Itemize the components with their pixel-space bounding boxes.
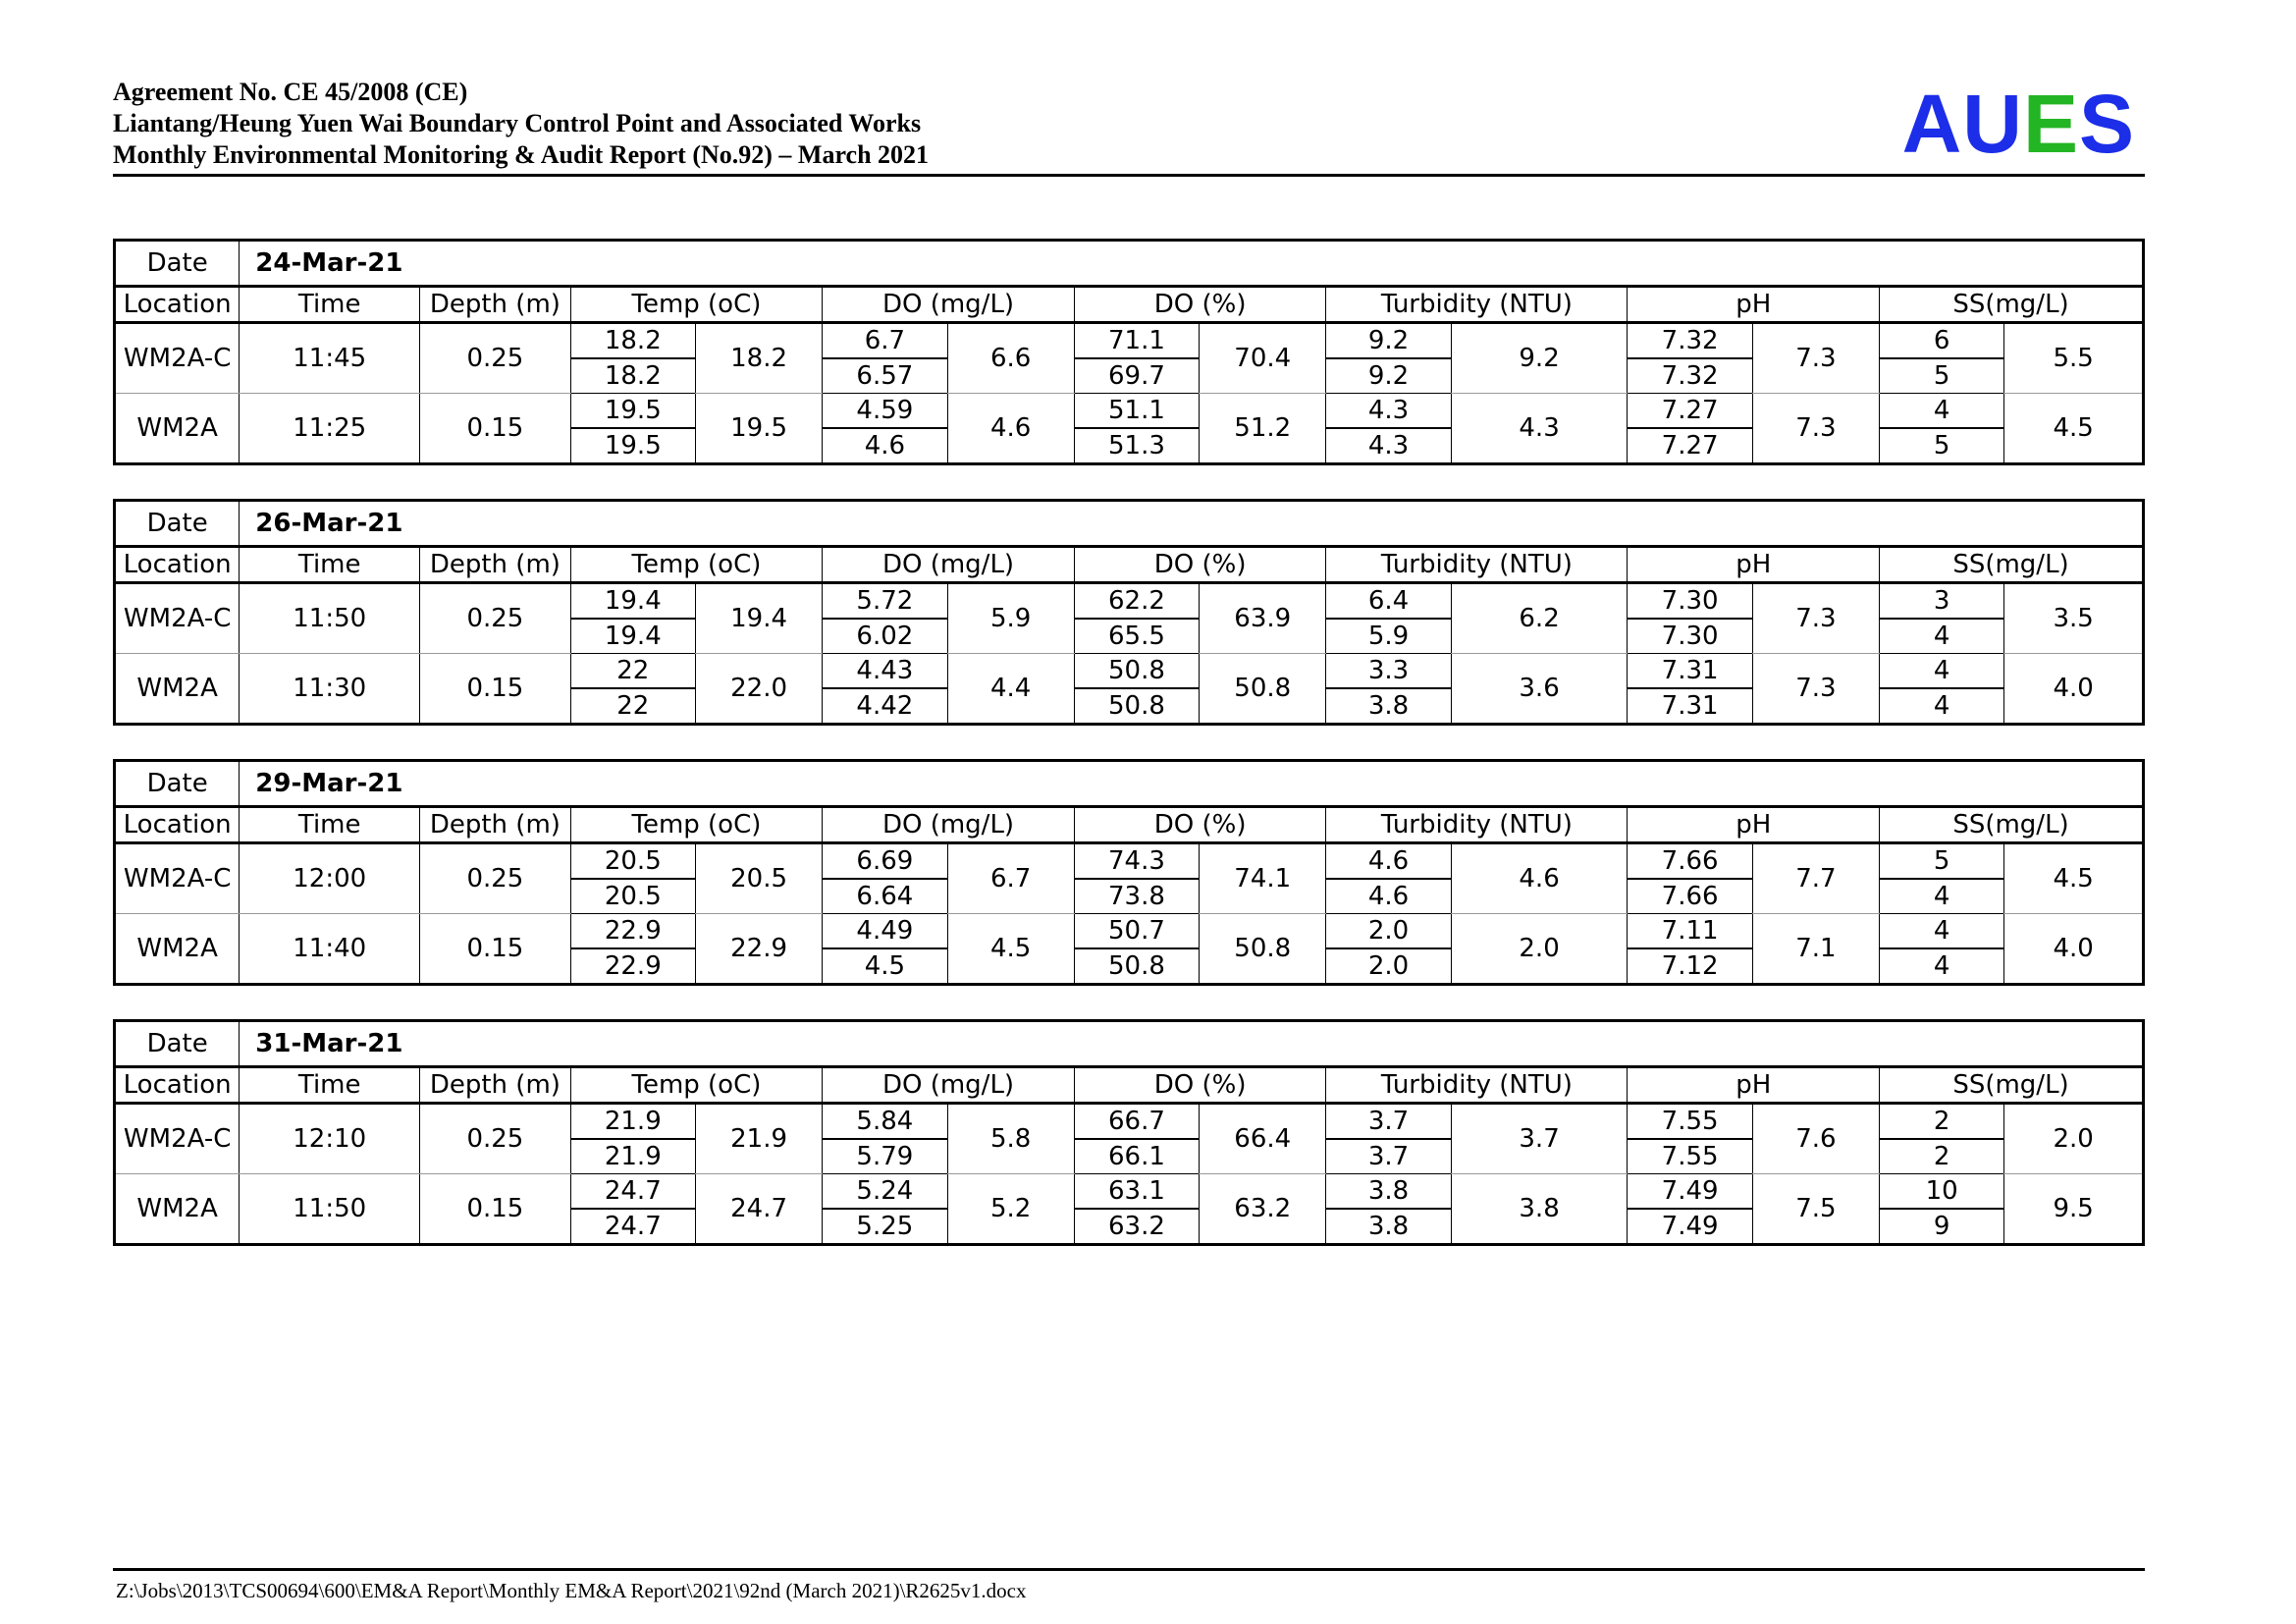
temp-reading-2: 22: [570, 688, 695, 725]
date-value: 31-Mar-21: [240, 1021, 2144, 1067]
turb-reading-2: 4.6: [1326, 879, 1451, 914]
column-header-do-pct: DO (%): [1074, 807, 1326, 843]
monitoring-table: [113, 1019, 2145, 1246]
do_mgl-reading-1: 4.59: [823, 394, 947, 429]
do_mgl-reading-1: 5.72: [823, 583, 947, 620]
agreement-number: Agreement No. CE 45/2008 (CE): [113, 78, 468, 106]
ss-average: 3.5: [2004, 583, 2144, 654]
turb-average: 4.3: [1451, 394, 1628, 464]
do_pct-reading-1: 66.7: [1074, 1104, 1199, 1140]
temp-reading-1: 19.5: [570, 394, 695, 429]
date-value: 26-Mar-21: [240, 501, 2144, 547]
turb-reading-1: 3.7: [1326, 1104, 1451, 1140]
column-header-temp: Temp (oC): [570, 807, 823, 843]
turb-reading-2: 3.7: [1326, 1139, 1451, 1174]
table-row: [115, 914, 2144, 949]
depth-cell: 0.15: [420, 1174, 571, 1245]
ss-average: 4.0: [2004, 914, 2144, 985]
do_pct-reading-1: 50.7: [1074, 914, 1199, 949]
ss-reading-1: 10: [1880, 1174, 2004, 1210]
do_pct-reading-2: 63.2: [1074, 1209, 1199, 1245]
do_mgl-reading-1: 6.69: [823, 843, 947, 880]
table-row: [115, 394, 2144, 429]
column-header-ss: SS(mg/L): [1880, 1067, 2144, 1104]
do_mgl-average: 4.6: [947, 394, 1074, 464]
ph-reading-2: 7.32: [1628, 358, 1752, 394]
do_pct-reading-2: 69.7: [1074, 358, 1199, 394]
date-label: Date: [115, 1021, 240, 1067]
monitoring-table: [113, 759, 2145, 986]
temp-reading-2: 24.7: [570, 1209, 695, 1245]
ph-reading-1: 7.32: [1628, 323, 1752, 359]
column-header-location: Location: [115, 807, 240, 843]
depth-cell: 0.15: [420, 394, 571, 464]
ss-reading-2: 4: [1880, 619, 2004, 654]
depth-cell: 0.15: [420, 914, 571, 985]
ph-reading-1: 7.27: [1628, 394, 1752, 429]
do_pct-reading-1: 63.1: [1074, 1174, 1199, 1210]
temp-reading-2: 20.5: [570, 879, 695, 914]
page-footer: [113, 1568, 2145, 1603]
column-header-ph: pH: [1628, 547, 1880, 583]
ss-average: 4.5: [2004, 394, 2144, 464]
do_mgl-reading-1: 4.43: [823, 654, 947, 689]
turb-reading-1: 4.6: [1326, 843, 1451, 880]
temp-average: 22.0: [695, 654, 822, 725]
ph-reading-2: 7.55: [1628, 1139, 1752, 1174]
ss-reading-1: 3: [1880, 583, 2004, 620]
do_mgl-average: 5.9: [947, 583, 1074, 654]
turb-reading-2: 4.3: [1326, 428, 1451, 464]
do_mgl-reading-1: 6.7: [823, 323, 947, 359]
temp-average: 22.9: [695, 914, 822, 985]
temp-average: 21.9: [695, 1104, 822, 1174]
column-header-turbidity: Turbidity (NTU): [1326, 807, 1628, 843]
do_pct-reading-1: 71.1: [1074, 323, 1199, 359]
do_mgl-reading-2: 5.25: [823, 1209, 947, 1245]
do_pct-reading-2: 65.5: [1074, 619, 1199, 654]
do_mgl-average: 5.8: [947, 1104, 1074, 1174]
time-cell: 12:10: [240, 1104, 420, 1174]
ph-reading-2: 7.30: [1628, 619, 1752, 654]
location-cell: WM2A-C: [115, 323, 240, 394]
table-row: [115, 583, 2144, 620]
location-cell: WM2A-C: [115, 1104, 240, 1174]
column-header-do-mgl: DO (mg/L): [823, 807, 1075, 843]
turb-average: 9.2: [1451, 323, 1628, 394]
ph-reading-1: 7.31: [1628, 654, 1752, 689]
ss-average: 4.0: [2004, 654, 2144, 725]
ss-reading-2: 9: [1880, 1209, 2004, 1245]
ss-reading-1: 6: [1880, 323, 2004, 359]
ph-reading-1: 7.49: [1628, 1174, 1752, 1210]
ph-reading-2: 7.12: [1628, 948, 1752, 985]
time-cell: 11:40: [240, 914, 420, 985]
turb-reading-2: 3.8: [1326, 1209, 1451, 1245]
do_pct-average: 70.4: [1200, 323, 1326, 394]
column-header-ph: pH: [1628, 1067, 1880, 1104]
turb-reading-2: 3.8: [1326, 688, 1451, 725]
do_pct-average: 50.8: [1200, 914, 1326, 985]
ph-reading-1: 7.55: [1628, 1104, 1752, 1140]
date-value: 24-Mar-21: [240, 241, 2144, 287]
column-header-turbidity: Turbidity (NTU): [1326, 1067, 1628, 1104]
temp-reading-2: 18.2: [570, 358, 695, 394]
table-row: [115, 1104, 2144, 1140]
project-title: Liantang/Heung Yuen Wai Boundary Control Point and Associated Works: [113, 109, 922, 137]
ph-reading-2: 7.31: [1628, 688, 1752, 725]
turb-reading-1: 2.0: [1326, 914, 1451, 949]
turb-reading-1: 9.2: [1326, 323, 1451, 359]
location-cell: WM2A-C: [115, 843, 240, 914]
temp-average: 19.4: [695, 583, 822, 654]
column-header-depth: Depth (m): [420, 287, 571, 323]
temp-reading-1: 24.7: [570, 1174, 695, 1210]
do_pct-reading-1: 62.2: [1074, 583, 1199, 620]
ss-reading-1: 4: [1880, 654, 2004, 689]
time-cell: 12:00: [240, 843, 420, 914]
ph-average: 7.6: [1752, 1104, 1879, 1174]
temp-reading-2: 21.9: [570, 1139, 695, 1174]
table-row: [115, 654, 2144, 689]
do_mgl-reading-1: 5.84: [823, 1104, 947, 1140]
turb-reading-1: 3.8: [1326, 1174, 1451, 1210]
column-header-depth: Depth (m): [420, 1067, 571, 1104]
do_pct-average: 74.1: [1200, 843, 1326, 914]
temp-reading-2: 22.9: [570, 948, 695, 985]
column-header-ph: pH: [1628, 807, 1880, 843]
turb-average: 2.0: [1451, 914, 1628, 985]
report-title: Monthly Environmental Monitoring & Audit Report (No.92) – March 2021: [113, 140, 930, 169]
temp-reading-1: 19.4: [570, 583, 695, 620]
temp-reading-1: 22: [570, 654, 695, 689]
do_mgl-reading-2: 6.02: [823, 619, 947, 654]
do_mgl-average: 6.7: [947, 843, 1074, 914]
temp-reading-2: 19.4: [570, 619, 695, 654]
column-header-do-mgl: DO (mg/L): [823, 287, 1075, 323]
temp-reading-1: 20.5: [570, 843, 695, 880]
do_mgl-reading-2: 6.57: [823, 358, 947, 394]
report-header: [113, 77, 2145, 177]
ss-reading-2: 4: [1880, 879, 2004, 914]
date-value: 29-Mar-21: [240, 761, 2144, 807]
table-row: [115, 1174, 2144, 1210]
do_pct-reading-2: 50.8: [1074, 948, 1199, 985]
temp-average: 18.2: [695, 323, 822, 394]
time-cell: 11:25: [240, 394, 420, 464]
ss-average: 4.5: [2004, 843, 2144, 914]
temp-average: 20.5: [695, 843, 822, 914]
turb-reading-2: 2.0: [1326, 948, 1451, 985]
do_mgl-reading-2: 4.5: [823, 948, 947, 985]
ph-average: 7.3: [1752, 583, 1879, 654]
depth-cell: 0.25: [420, 583, 571, 654]
turb-average: 6.2: [1451, 583, 1628, 654]
do_pct-average: 51.2: [1200, 394, 1326, 464]
column-header-depth: Depth (m): [420, 807, 571, 843]
location-cell: WM2A-C: [115, 583, 240, 654]
column-header-time: Time: [240, 1067, 420, 1104]
date-label: Date: [115, 241, 240, 287]
do_mgl-average: 4.4: [947, 654, 1074, 725]
column-header-location: Location: [115, 547, 240, 583]
do_mgl-average: 4.5: [947, 914, 1074, 985]
do_pct-reading-2: 50.8: [1074, 688, 1199, 725]
ph-average: 7.3: [1752, 394, 1879, 464]
time-cell: 11:45: [240, 323, 420, 394]
do_mgl-reading-1: 5.24: [823, 1174, 947, 1210]
location-cell: WM2A: [115, 1174, 240, 1245]
time-cell: 11:30: [240, 654, 420, 725]
column-header-do-pct: DO (%): [1074, 1067, 1326, 1104]
do_mgl-reading-2: 6.64: [823, 879, 947, 914]
ss-reading-2: 5: [1880, 358, 2004, 394]
do_pct-average: 63.9: [1200, 583, 1326, 654]
ss-reading-1: 2: [1880, 1104, 2004, 1140]
column-header-location: Location: [115, 287, 240, 323]
ph-reading-2: 7.66: [1628, 879, 1752, 914]
ss-average: 2.0: [2004, 1104, 2144, 1174]
ph-average: 7.3: [1752, 654, 1879, 725]
do_pct-reading-2: 51.3: [1074, 428, 1199, 464]
turb-reading-2: 9.2: [1326, 358, 1451, 394]
date-label: Date: [115, 501, 240, 547]
column-header-temp: Temp (oC): [570, 1067, 823, 1104]
turb-reading-1: 6.4: [1326, 583, 1451, 620]
ss-reading-2: 4: [1880, 948, 2004, 985]
column-header-ss: SS(mg/L): [1880, 547, 2144, 583]
do_pct-average: 50.8: [1200, 654, 1326, 725]
column-header-ss: SS(mg/L): [1880, 807, 2144, 843]
ss-reading-1: 4: [1880, 394, 2004, 429]
do_pct-average: 63.2: [1200, 1174, 1326, 1245]
ph-reading-1: 7.11: [1628, 914, 1752, 949]
turb-reading-1: 4.3: [1326, 394, 1451, 429]
monitoring-table: [113, 239, 2145, 465]
column-header-location: Location: [115, 1067, 240, 1104]
column-header-do-mgl: DO (mg/L): [823, 1067, 1075, 1104]
ss-reading-1: 4: [1880, 914, 2004, 949]
temp-reading-1: 22.9: [570, 914, 695, 949]
column-header-do-pct: DO (%): [1074, 287, 1326, 323]
temp-average: 24.7: [695, 1174, 822, 1245]
column-header-do-mgl: DO (mg/L): [823, 547, 1075, 583]
ss-average: 9.5: [2004, 1174, 2144, 1245]
location-cell: WM2A: [115, 654, 240, 725]
column-header-temp: Temp (oC): [570, 547, 823, 583]
ph-average: 7.3: [1752, 323, 1879, 394]
depth-cell: 0.25: [420, 323, 571, 394]
do_mgl-reading-2: 5.79: [823, 1139, 947, 1174]
temp-reading-1: 18.2: [570, 323, 695, 359]
ss-reading-2: 4: [1880, 688, 2004, 725]
location-cell: WM2A: [115, 914, 240, 985]
ss-reading-1: 5: [1880, 843, 2004, 880]
turb-reading-1: 3.3: [1326, 654, 1451, 689]
depth-cell: 0.25: [420, 1104, 571, 1174]
ph-reading-2: 7.49: [1628, 1209, 1752, 1245]
do_pct-reading-2: 66.1: [1074, 1139, 1199, 1174]
column-header-time: Time: [240, 547, 420, 583]
table-row: [115, 323, 2144, 359]
date-label: Date: [115, 761, 240, 807]
ph-reading-2: 7.27: [1628, 428, 1752, 464]
turb-reading-2: 5.9: [1326, 619, 1451, 654]
do_pct-reading-1: 50.8: [1074, 654, 1199, 689]
ph-average: 7.5: [1752, 1174, 1879, 1245]
ss-average: 5.5: [2004, 323, 2144, 394]
do_mgl-average: 6.6: [947, 323, 1074, 394]
temp-reading-1: 21.9: [570, 1104, 695, 1140]
do_mgl-reading-1: 4.49: [823, 914, 947, 949]
time-cell: 11:50: [240, 1174, 420, 1245]
table-row: [115, 843, 2144, 880]
do_pct-average: 66.4: [1200, 1104, 1326, 1174]
ss-reading-2: 5: [1880, 428, 2004, 464]
column-header-ss: SS(mg/L): [1880, 287, 2144, 323]
column-header-time: Time: [240, 807, 420, 843]
column-header-depth: Depth (m): [420, 547, 571, 583]
column-header-ph: pH: [1628, 287, 1880, 323]
ph-average: 7.7: [1752, 843, 1879, 914]
column-header-turbidity: Turbidity (NTU): [1326, 287, 1628, 323]
location-cell: WM2A: [115, 394, 240, 464]
turb-average: 3.7: [1451, 1104, 1628, 1174]
monitoring-table: [113, 499, 2145, 726]
column-header-time: Time: [240, 287, 420, 323]
do_pct-reading-1: 51.1: [1074, 394, 1199, 429]
depth-cell: 0.15: [420, 654, 571, 725]
time-cell: 11:50: [240, 583, 420, 654]
ph-reading-1: 7.66: [1628, 843, 1752, 880]
turb-average: 3.6: [1451, 654, 1628, 725]
ph-average: 7.1: [1752, 914, 1879, 985]
do_mgl-reading-2: 4.6: [823, 428, 947, 464]
aues-logo: AUES: [1901, 78, 2135, 170]
depth-cell: 0.25: [420, 843, 571, 914]
ss-reading-2: 2: [1880, 1139, 2004, 1174]
temp-reading-2: 19.5: [570, 428, 695, 464]
column-header-do-pct: DO (%): [1074, 547, 1326, 583]
temp-average: 19.5: [695, 394, 822, 464]
column-header-turbidity: Turbidity (NTU): [1326, 547, 1628, 583]
column-header-temp: Temp (oC): [570, 287, 823, 323]
turb-average: 4.6: [1451, 843, 1628, 914]
file-path: Z:\Jobs\2013\TCS00694\600\EM&A Report\Monthly EM&A Report\2021\92nd (March 2021)\R2625v1.docx: [116, 1579, 1027, 1602]
ph-reading-1: 7.30: [1628, 583, 1752, 620]
do_pct-reading-1: 74.3: [1074, 843, 1199, 880]
turb-average: 3.8: [1451, 1174, 1628, 1245]
do_mgl-average: 5.2: [947, 1174, 1074, 1245]
do_mgl-reading-2: 4.42: [823, 688, 947, 725]
do_pct-reading-2: 73.8: [1074, 879, 1199, 914]
